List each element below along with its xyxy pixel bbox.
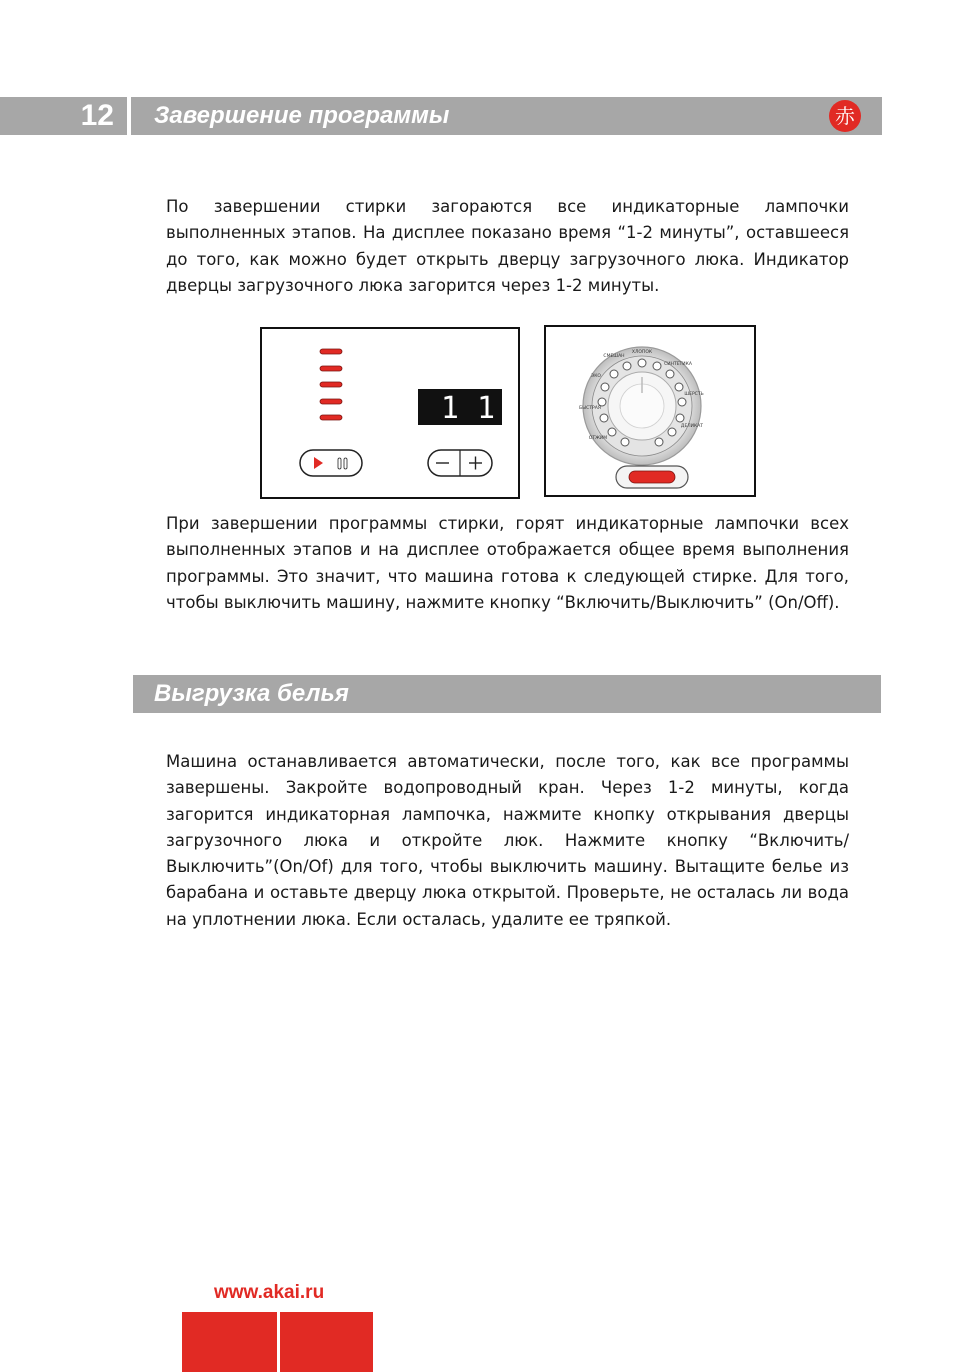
dial-label: ЭКО: [591, 374, 601, 379]
program-icon: [598, 398, 606, 406]
stage-lamps: [320, 349, 342, 420]
program-icon: [655, 438, 663, 446]
header-divider: [127, 97, 131, 135]
footer-red-block: [280, 1312, 373, 1372]
program-icon: [601, 383, 609, 391]
start-pause-button: [300, 450, 362, 476]
program-icon: [678, 398, 686, 406]
program-icon: [666, 370, 674, 378]
time-display-value: 1 1: [440, 391, 496, 426]
program-icon: [638, 359, 646, 367]
control-panel-illustration: [260, 327, 520, 499]
control-panel-drawing: [262, 329, 518, 497]
program-icon: [653, 362, 661, 370]
dial-label: СИНТЕТИКА: [664, 362, 692, 367]
completion-paragraph: При завершении программы стирки, горят индикаторные лампочки всех выполненных этапов и на дисплее отображается общее время выполнения программы. Это значит, что машина готова к следующей стирке. Для того, чтобы выключить машину, нажмите кнопку “Включить/Выключить” (On/Off).: [166, 514, 849, 612]
akai-logo-icon: 赤: [829, 100, 861, 132]
program-icon: [610, 370, 618, 378]
program-icon: [608, 428, 616, 436]
dial-label: ДЕЛИКАТ: [680, 424, 704, 429]
dial-label: СМЕШАН: [603, 354, 625, 359]
intro-paragraph: По завершении стирки загораются все индикаторные лампочки выполненных этапов. На дисплее показано время “1-2 минуты”, оставшееся до того, как можно будет открыть дверцу загрузочного люка. Индикатор дверцы загрузочного люка загорится через 1-2 минуты.: [166, 197, 849, 295]
unloading-paragraph: Машина останавливается автоматически, после того, как все программы завершены. Закройте водопроводный кран. Через 1-2 минуты, когда загорится индикаторная лампочка, нажмите кнопку открывания дверцы загрузочного люка и откройте люк. Нажмите кнопку “Включить/ Выключить”(On/Of) для того, чтобы выключить машину. Вытащите белье из барабана и оставьте дверцу люка открытой. Проверьте, не осталась ли вода на уплотнении люка. Если осталась, удалите ее тряпкой.: [166, 752, 849, 929]
unloading-title: Выгрузка белья: [154, 680, 349, 707]
stage-lamp: [320, 349, 342, 354]
footer-url: www.akai.ru: [214, 1282, 325, 1303]
program-icon: [676, 414, 684, 422]
program-icon: [600, 414, 608, 422]
program-dial-illustration: [544, 325, 756, 497]
stage-lamp: [320, 399, 342, 404]
program-icon: [623, 362, 631, 370]
dial-label: ОТЖИМ: [588, 436, 608, 441]
page-number: 12: [80, 99, 114, 132]
program-icon: [621, 438, 629, 446]
dial-label: ХЛОПОК: [631, 350, 653, 355]
footer-red-block: [182, 1312, 277, 1372]
program-dial-drawing: [546, 327, 754, 495]
program-icon: [668, 428, 676, 436]
dial-label: БЫСТРАЯ: [579, 406, 601, 411]
on-off-indicator: [629, 471, 675, 483]
program-icon: [675, 383, 683, 391]
page-title: Завершение программы: [154, 102, 450, 129]
stage-lamp: [320, 382, 342, 387]
stage-lamp: [320, 366, 342, 371]
dial-label: ШЕРСТЬ: [684, 392, 704, 397]
stage-lamp: [320, 415, 342, 420]
